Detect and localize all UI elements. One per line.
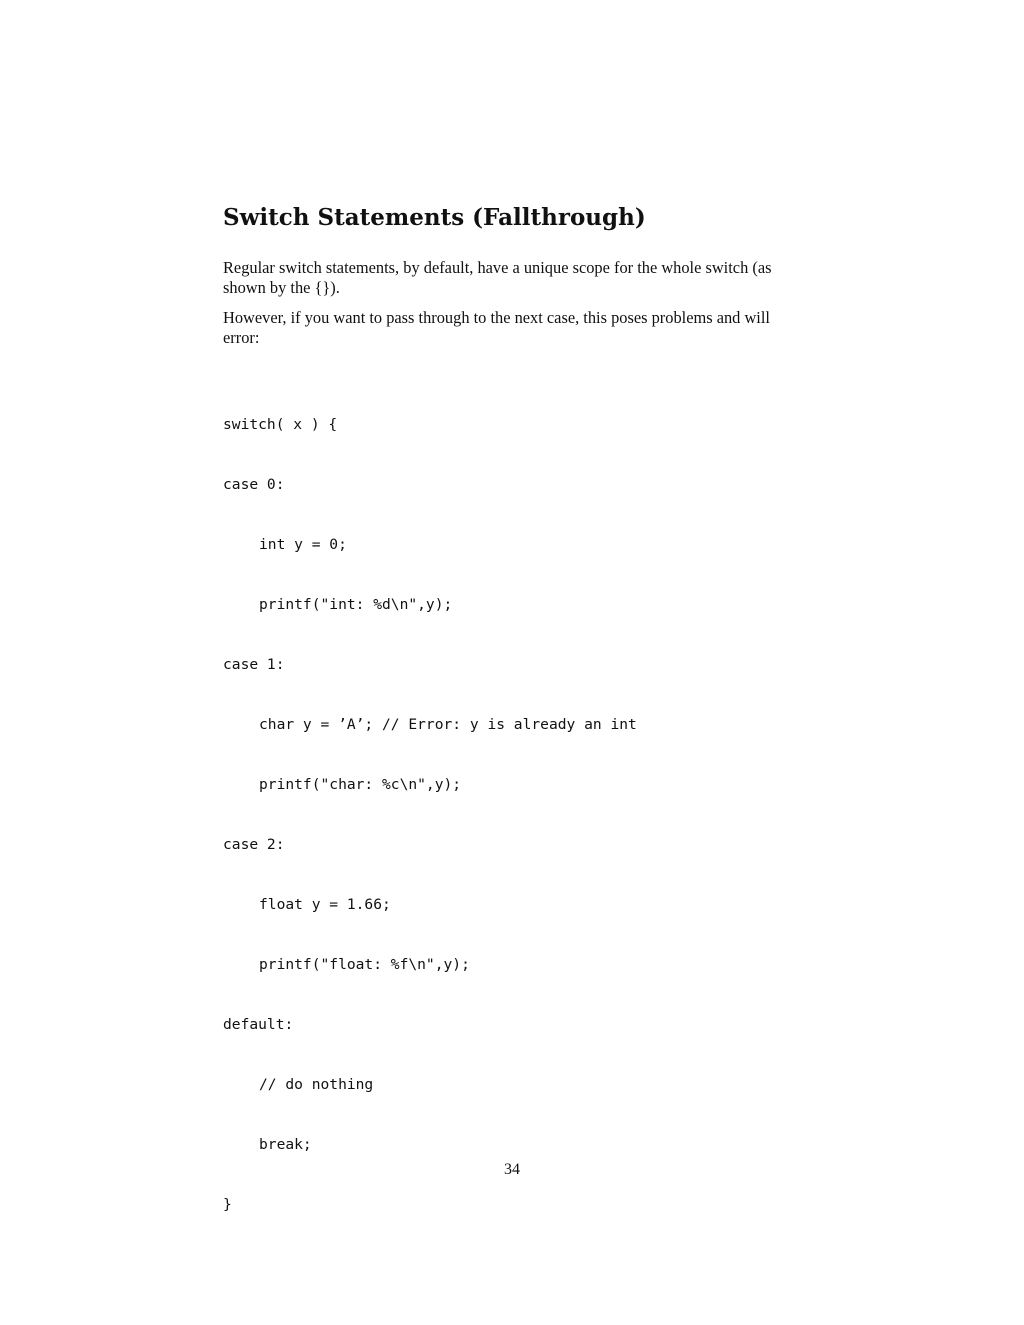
code-line: float y = 1.66; [259, 896, 391, 913]
code-line: case 2: [223, 836, 285, 853]
code-line: default: [223, 1016, 294, 1033]
section-title: Switch Statements (Fallthrough) [223, 204, 646, 231]
code-line: int y = 0; [259, 536, 347, 553]
fallthrough-paragraph: However, if you want to pass through to the next case, this poses problems and will error: [223, 308, 770, 347]
intro-paragraph: Regular switch statements, by default, have a unique scope for the whole switch (as shown by the {}). [223, 258, 772, 297]
code-line: case 1: [223, 656, 285, 673]
code-line: char y = ’A’; // Error: y is already an int [259, 716, 637, 733]
code-line: printf("int: %d\n",y); [259, 596, 453, 613]
page-number: 34 [504, 1161, 520, 1178]
code-line: // do nothing [259, 1076, 374, 1093]
code-line: printf("char: %c\n",y); [259, 776, 462, 793]
code-line: printf("float: %f\n",y); [259, 956, 470, 973]
code-line: switch( x ) { [223, 416, 338, 433]
code-line: break; [259, 1136, 312, 1153]
code-block [223, 375, 637, 1255]
code-line: } [223, 1196, 232, 1213]
code-line: case 0: [223, 476, 285, 493]
